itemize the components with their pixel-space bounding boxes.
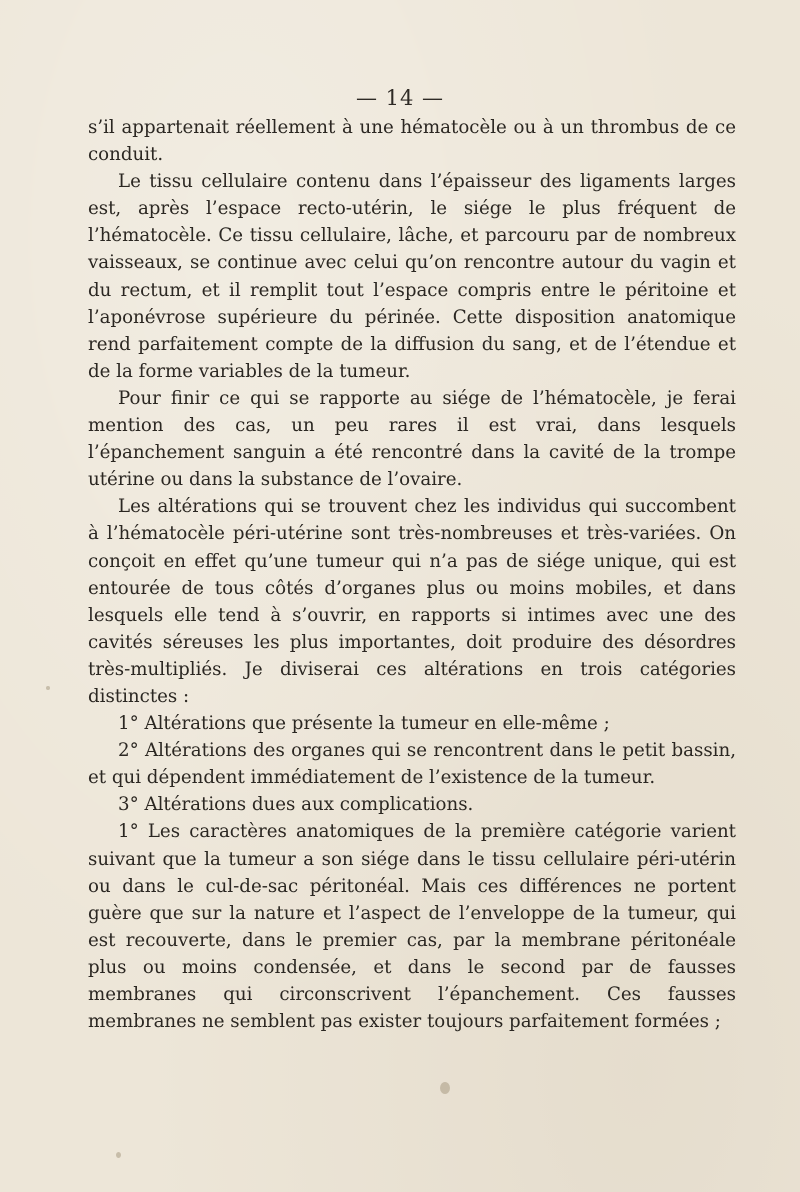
paragraph-continuation: s’il appartenait réellement à une hématocèle ou à un thrombus de ce conduit. bbox=[88, 117, 736, 166]
paragraph-siege: Pour finir ce qui se rapporte au siége de l’hématocèle, je ferai mention des cas, un peu rares il est vrai, dans lesquels l’épanchement sanguin a été rencontré dans la cavité de la trompe utérine ou dans la substance de l’ovaire. bbox=[88, 387, 736, 491]
paper-speck bbox=[116, 1152, 121, 1158]
paper-speck bbox=[440, 1082, 450, 1094]
page-number: — 14 — bbox=[355, 86, 445, 110]
paragraph-first-category: 1° Les caractères anatomiques de la première catégorie varient suivant que la tumeur a son siége dans le tissu cellulaire péri-utérin ou dans le cul-de-sac péritonéal. Mais ces différences ne portent guère que sur la nature et l’aspect de l’enveloppe de la tumeur, qui est recouverte, dans le premier cas, par la membrane péritonéale plus ou moins condensée, et dans le second par de fausses membranes qui circonscrivent l’épanchement. Ces fausses membranes ne semblent pas exister toujours parfaitement formées ; bbox=[88, 821, 736, 1033]
paragraph-alterations: Les altérations qui se trouvent chez les individus qui succombent à l’hématocèle péri-utérine sont très-nombreuses et très-variées. On conçoit en effet qu’une tumeur qui n’a pas de siége unique, qui est entourée de tous côtés d’organes plus ou moins mobiles, et dans lesquels elle tend à s’ouvrir, en rapports si intimes avec une des cavités séreuses les plus importantes, doit produire des désordres très-multipliés. Je diviserai ces altérations en trois catégories distinctes : bbox=[88, 496, 736, 707]
body-text bbox=[88, 114, 736, 1035]
list-item-category-2: 2° Altérations des organes qui se rencontrent dans le petit bassin, et qui dépendent immédiatement de l’existence de la tumeur. bbox=[88, 740, 736, 789]
list-item-category-3: 3° Altérations dues aux complications. bbox=[118, 794, 474, 816]
paragraph-ligaments: Le tissu cellulaire contenu dans l’épaisseur des ligaments larges est, après l’espace recto-utérin, le siége le plus fréquent de l’hématocèle. Ce tissu cellulaire, lâche, et parcouru par de nombreux vaisseaux, se continue avec celui qu’on rencontre autour du vagin et du rectum, et il remplit tout l’espace compris entre le péritoine et l’aponévrose supérieure du périnée. Cette disposition anatomique rend parfaitement compte de la diffusion du sang, et de l’étendue et de la forme variables de la tumeur. bbox=[88, 171, 736, 382]
paper-speck bbox=[46, 686, 50, 690]
list-item-category-1: 1° Altérations que présente la tumeur en elle-même ; bbox=[118, 713, 610, 735]
